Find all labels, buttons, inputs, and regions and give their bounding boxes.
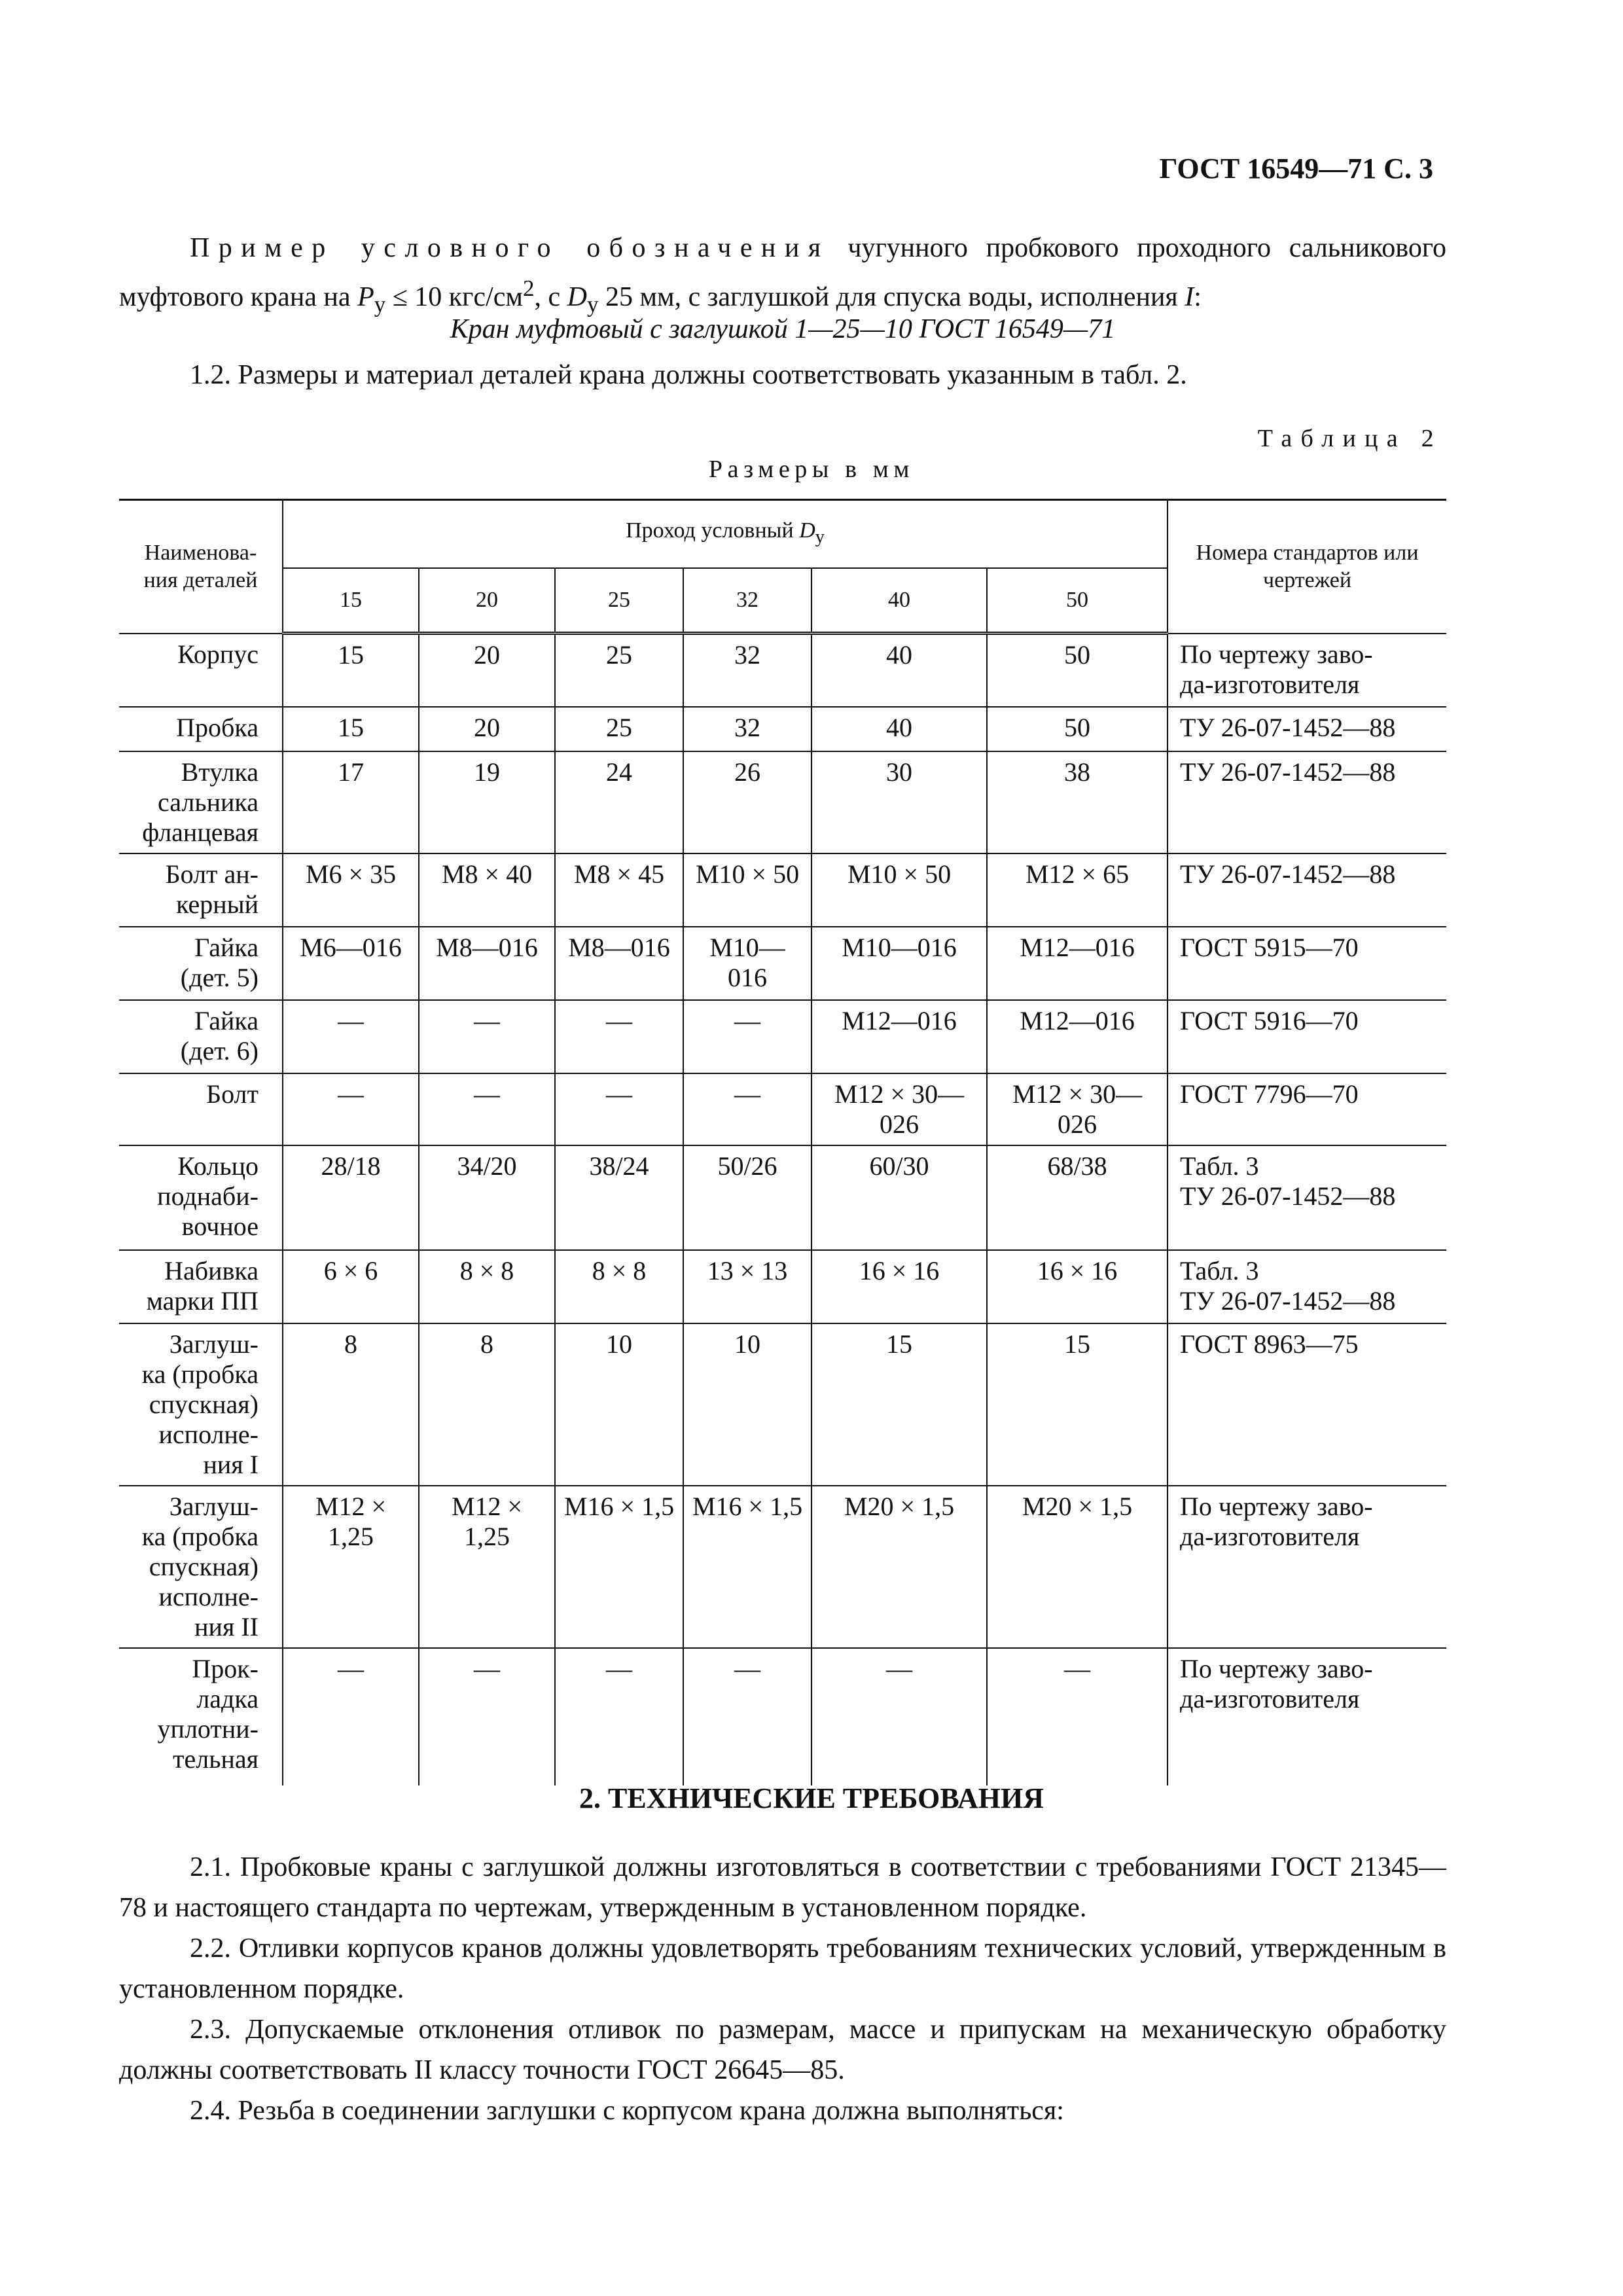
column-header: 20 — [419, 568, 555, 634]
part-name-cell: Гайка (дет. 6) — [119, 1000, 283, 1073]
standard-cell: Табл. 3 ТУ 26-07-1452—88 — [1168, 1145, 1446, 1250]
standard-cell: ГОСТ 7796—70 — [1168, 1073, 1446, 1145]
header-dy-symbol: D — [799, 518, 815, 543]
value-cell: 10 — [683, 1323, 812, 1486]
table-row — [119, 751, 1446, 853]
value-cell: 13 × 13 — [683, 1250, 812, 1323]
value-cell: 28/18 — [283, 1145, 419, 1250]
value-cell: 17 — [283, 751, 419, 853]
value-cell: 32 — [683, 707, 812, 751]
value-cell: 20 — [419, 634, 555, 707]
value-cell: 38 — [987, 751, 1168, 853]
standard-cell: ТУ 26-07-1452—88 — [1168, 853, 1446, 927]
value-cell: M12—016 — [987, 927, 1168, 1000]
standard-cell: По чертежу заво- да-изготовителя — [1168, 634, 1446, 707]
value-cell: M10 × 50 — [812, 853, 987, 927]
column-header: 25 — [555, 568, 683, 634]
value-cell: 50/26 — [683, 1145, 812, 1250]
header-dy-subscript: у — [815, 526, 825, 547]
value-cell: M8—016 — [555, 927, 683, 1000]
standard-cell: ГОСТ 8963—75 — [1168, 1323, 1446, 1486]
value-cell: 16 × 16 — [987, 1250, 1168, 1323]
value-cell: M12 × 1,25 — [283, 1486, 419, 1648]
table-row — [119, 634, 1446, 707]
standard-cell: По чертежу заво- да-изготовителя — [1168, 1486, 1446, 1648]
part-name-cell: Заглуш- ка (пробка спускная) исполне- ния II — [119, 1486, 283, 1648]
py-symbol: P — [357, 282, 374, 312]
standard-cell: По чертежу заво- да-изготовителя — [1168, 1648, 1446, 1785]
value-cell: 24 — [555, 751, 683, 853]
part-name-cell: Набивка марки ПП — [119, 1250, 283, 1323]
column-header: 32 — [683, 568, 812, 634]
table-row — [119, 853, 1446, 927]
value-cell: 50 — [987, 707, 1168, 751]
part-name-cell: Прок- ладка уплотни- тельная — [119, 1648, 283, 1785]
value-cell: M20 × 1,5 — [812, 1486, 987, 1648]
value-cell: M8—016 — [419, 927, 555, 1000]
clause-2-3: 2.3. Допускаемые отклонения отливок по размерам, массе и припускам на механическую обработку должны соответствовать II классу точности ГОСТ 26645—85. — [119, 2015, 1446, 2085]
value-cell: 19 — [419, 751, 555, 853]
value-cell: M16 × 1,5 — [683, 1486, 812, 1648]
value-cell: 40 — [812, 634, 987, 707]
value-cell: 50 — [987, 634, 1168, 707]
value-cell: M20 × 1,5 — [987, 1486, 1168, 1648]
table-row — [119, 1073, 1446, 1145]
value-cell: — — [419, 1073, 555, 1145]
value-cell: M10—016 — [683, 927, 812, 1000]
dy-subscript: у — [586, 291, 599, 317]
table-units: Размеры в мм — [708, 456, 915, 483]
value-cell: — — [283, 1000, 419, 1073]
value-cell: 30 — [812, 751, 987, 853]
clause-2-4: 2.4. Резьба в соединении заглушки с корпусом крана должна выполняться: — [190, 2096, 1064, 2126]
part-name-cell: Корпус — [119, 634, 283, 707]
clause-2-1: 2.1. Пробковые краны с заглушкой должны изготовляться в соответствии с требованиями ГОСТ 21345—78 и настоящего стандарта по чертежам, утвержденным в установленном порядке. — [119, 1852, 1446, 1923]
standard-cell: ГОСТ 5916—70 — [1168, 1000, 1446, 1073]
header-group — [283, 500, 1168, 568]
table-row — [119, 1000, 1446, 1073]
part-name-cell: Заглуш- ка (пробка спускная) исполне- ния I — [119, 1323, 283, 1486]
value-cell: — — [419, 1648, 555, 1785]
value-cell: — — [283, 1073, 419, 1145]
value-cell: M12 × 30—026 — [812, 1073, 987, 1145]
value-cell: 32 — [683, 634, 812, 707]
value-cell: M6—016 — [283, 927, 419, 1000]
table-row — [119, 1145, 1446, 1250]
table-row — [119, 1648, 1446, 1785]
value-cell: — — [419, 1000, 555, 1073]
example-tail: 25 мм, с заглушкой для спуска воды, исполнения — [598, 282, 1185, 312]
value-cell: 40 — [812, 707, 987, 751]
value-cell: 25 — [555, 707, 683, 751]
value-cell: — — [555, 1073, 683, 1145]
value-cell: — — [683, 1648, 812, 1785]
value-cell: 68/38 — [987, 1145, 1168, 1250]
table-row — [119, 1486, 1446, 1648]
example-title: Пример условного обозначения — [190, 233, 830, 263]
value-cell: — — [683, 1073, 812, 1145]
table-caption: Таблица 2 — [1257, 425, 1442, 452]
value-cell: — — [812, 1648, 987, 1785]
standard-cell: ТУ 26-07-1452—88 — [1168, 707, 1446, 751]
value-cell: — — [555, 1000, 683, 1073]
value-cell: M10—016 — [812, 927, 987, 1000]
value-cell: 8 — [419, 1323, 555, 1486]
part-name-cell: Втулка сальника фланцевая — [119, 751, 283, 853]
value-cell: — — [555, 1648, 683, 1785]
value-cell: M12—016 — [987, 1000, 1168, 1073]
table-row — [119, 1323, 1446, 1486]
value-cell: M12 × 30—026 — [987, 1073, 1168, 1145]
value-cell: M8 × 45 — [555, 853, 683, 927]
py-text: ≤ 10 кгс/см — [385, 282, 523, 312]
section-2-title: 2. ТЕХНИЧЕСКИЕ ТРЕБОВАНИЯ — [579, 1782, 1044, 1814]
py-superscript: 2 — [522, 276, 535, 301]
value-cell: 6 × 6 — [283, 1250, 419, 1323]
value-cell: 15 — [283, 707, 419, 751]
value-cell: — — [283, 1648, 419, 1785]
value-cell: M6 × 35 — [283, 853, 419, 927]
value-cell: 8 × 8 — [555, 1250, 683, 1323]
part-name-cell: Болт ан- керный — [119, 853, 283, 927]
value-cell: M12 × 65 — [987, 853, 1168, 927]
value-cell: 15 — [812, 1323, 987, 1486]
table-row — [119, 927, 1446, 1000]
py-subscript: у — [374, 291, 386, 317]
value-cell: 38/24 — [555, 1145, 683, 1250]
value-cell: M12—016 — [812, 1000, 987, 1073]
example-text: чугунного пробкового проходного сальникового муфтового крана на — [119, 233, 1446, 312]
variant-label: I — [1185, 282, 1194, 312]
value-cell: — — [987, 1648, 1168, 1785]
value-cell: 16 × 16 — [812, 1250, 987, 1323]
value-cell: 15 — [283, 634, 419, 707]
standard-cell: Табл. 3 ТУ 26-07-1452—88 — [1168, 1250, 1446, 1323]
table-row — [119, 1250, 1446, 1323]
part-name-cell: Гайка (дет. 5) — [119, 927, 283, 1000]
clause-1-2: 1.2. Размеры и материал деталей крана должны соответствовать указанным в табл. 2. — [190, 360, 1187, 390]
value-cell: M8 × 40 — [419, 853, 555, 927]
header-std: Номера стандартов или чертежей — [1168, 500, 1446, 634]
designation-line: Кран муфтовый с заглушкой 1—25—10 ГОСТ 16549—71 — [450, 314, 1116, 344]
value-cell: 10 — [555, 1323, 683, 1486]
value-cell: M12 × 1,25 — [419, 1486, 555, 1648]
value-cell: 26 — [683, 751, 812, 853]
dy-prefix: , с — [534, 282, 567, 312]
header-group-text: Проход условный — [626, 518, 800, 543]
column-header: 50 — [987, 568, 1168, 634]
value-cell: 60/30 — [812, 1145, 987, 1250]
value-cell: 8 × 8 — [419, 1250, 555, 1323]
value-cell: 15 — [987, 1323, 1168, 1486]
value-cell: 25 — [555, 634, 683, 707]
column-header: 40 — [812, 568, 987, 634]
part-name-cell: Кольцо поднаби- вочное — [119, 1145, 283, 1250]
spec-table — [119, 499, 1446, 1785]
dy-symbol: D — [567, 282, 587, 312]
example-colon: : — [1194, 282, 1202, 312]
clause-2-2: 2.2. Отливки корпусов кранов должны удовлетворять требованиям технических условий, утвержденным в установленном порядке. — [119, 1933, 1446, 2004]
header-name: Наименова- ния деталей — [119, 500, 283, 634]
value-cell: M10 × 50 — [683, 853, 812, 927]
value-cell: M16 × 1,5 — [555, 1486, 683, 1648]
value-cell: — — [683, 1000, 812, 1073]
column-header: 15 — [283, 568, 419, 634]
value-cell: 20 — [419, 707, 555, 751]
part-name-cell: Пробка — [119, 707, 283, 751]
page-header: ГОСТ 16549—71 С. 3 — [1159, 152, 1433, 185]
value-cell: 8 — [283, 1323, 419, 1486]
part-name-cell: Болт — [119, 1073, 283, 1145]
standard-cell: ТУ 26-07-1452—88 — [1168, 751, 1446, 853]
value-cell: 34/20 — [419, 1145, 555, 1250]
standard-cell: ГОСТ 5915—70 — [1168, 927, 1446, 1000]
table-row — [119, 707, 1446, 751]
